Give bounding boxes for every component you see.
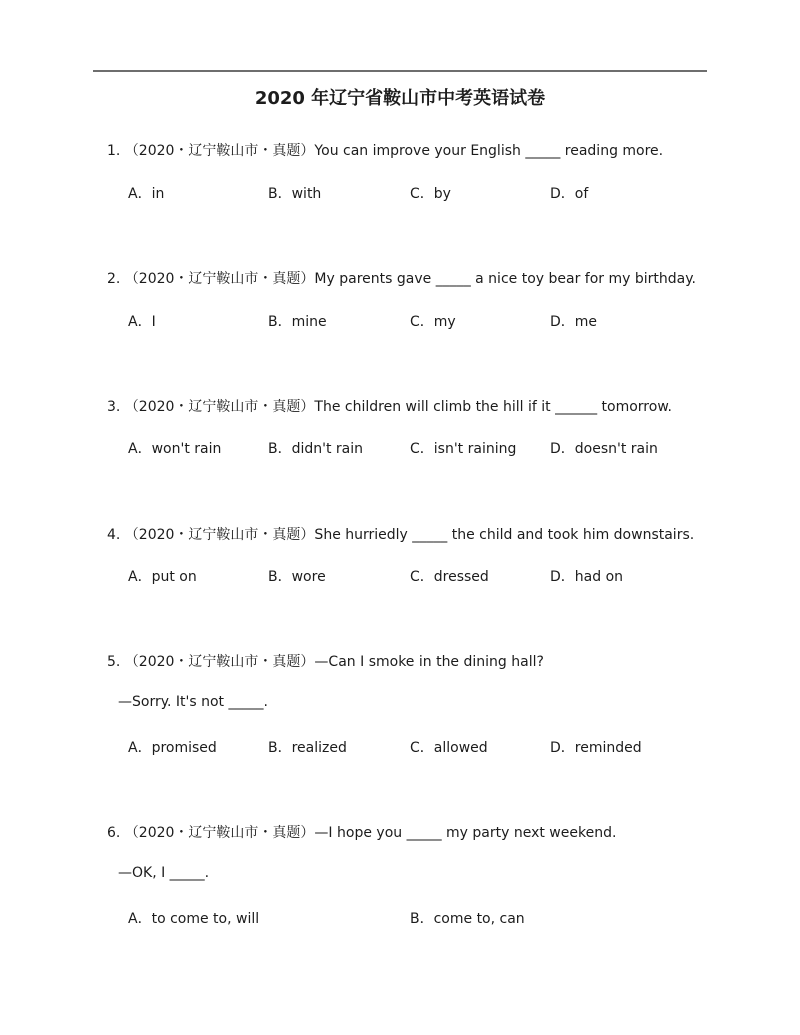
option-b: B．wore xyxy=(268,569,326,585)
option-b: B．mine xyxy=(268,314,327,330)
option-d: D．of xyxy=(550,186,589,202)
page-title: 2020 年辽宁省鞍山市中考英语试卷 xyxy=(254,88,546,109)
option-a: A．promised xyxy=(128,740,217,756)
option-b: B．didn't rain xyxy=(268,441,364,457)
option-a: A．won't rain xyxy=(128,441,222,457)
option-a: A．I xyxy=(128,314,156,330)
option-c: C．allowed xyxy=(410,740,488,756)
option-c: C．by xyxy=(410,186,451,202)
option-d: D．reminded xyxy=(550,740,642,756)
question-stem: 3. （2020・辽宁鞍山市・真题）The children will climb the hill if it ______ tomorrow. xyxy=(107,399,672,415)
option-b: B．come to, can xyxy=(410,911,525,927)
option-d: D．doesn't rain xyxy=(550,441,658,457)
option-d: D．had on xyxy=(550,569,624,585)
option-a: A．to come to, will xyxy=(128,911,260,927)
option-a: A．in xyxy=(128,186,165,202)
question-stem: 4. （2020・辽宁鞍山市・真题）She hurriedly _____ the child and took him downstairs. xyxy=(107,527,695,543)
option-c: C．dressed xyxy=(410,569,489,585)
question-stem: 6. （2020・辽宁鞍山市・真题）—I hope you _____ my party next weekend. xyxy=(107,825,617,841)
option-a: A．put on xyxy=(128,569,197,585)
option-b: B．with xyxy=(268,186,322,202)
option-b: B．realized xyxy=(268,740,347,756)
top-rule xyxy=(93,70,707,72)
option-c: C．isn't raining xyxy=(410,441,517,457)
question-reply: —OK, I _____. xyxy=(118,865,210,881)
option-c: C．my xyxy=(410,314,456,330)
question-stem: 2. （2020・辽宁鞍山市・真题）My parents gave _____ a nice toy bear for my birthday. xyxy=(107,271,696,287)
question-reply: —Sorry. It's not _____. xyxy=(118,694,268,710)
option-d: D．me xyxy=(550,314,598,330)
question-stem: 1. （2020・辽宁鞍山市・真题）You can improve your English _____ reading more. xyxy=(107,143,664,159)
question-stem: 5. （2020・辽宁鞍山市・真题）—Can I smoke in the dining hall? xyxy=(107,654,544,670)
